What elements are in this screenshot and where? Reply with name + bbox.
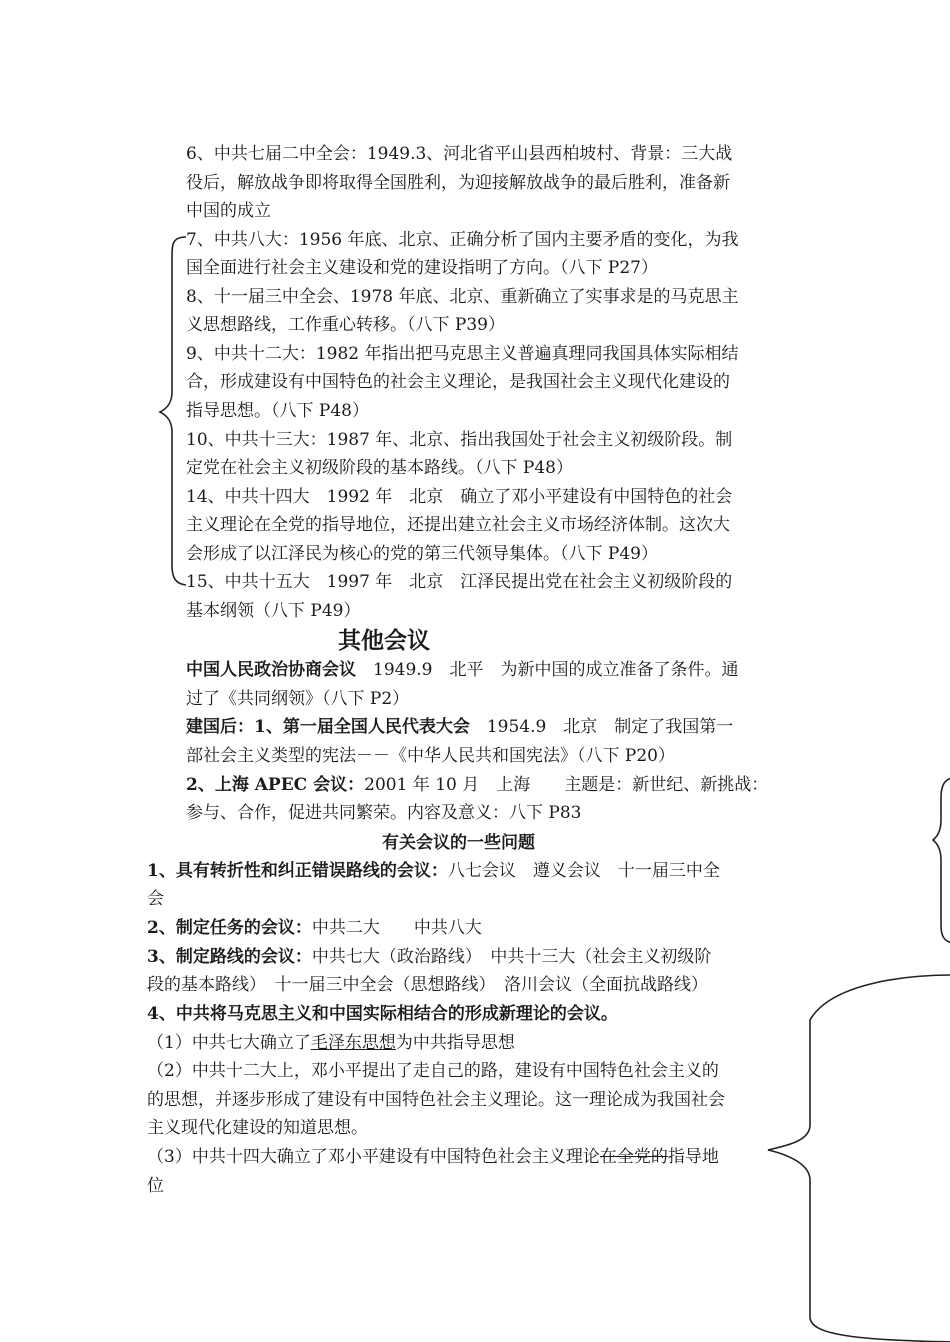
cppcc-detail: 1949.9 北平 为新中国的成立准备了条件。通	[356, 660, 739, 680]
congress-item-9-line-2: 合，形成建设有中国特色的社会主义理论，是我国社会主义现代化建设的	[186, 372, 730, 392]
congress-item-8-line-2: 义思想路线，工作重心转移。（八下 P39）	[186, 315, 505, 335]
other-meetings-title: 其他会议	[338, 627, 430, 654]
congress-item-9-line-1: 9、中共十二大：1982 年指出把马克思主义普遍真理同我国具体实际相结	[186, 344, 739, 364]
congress-item-15-line-1: 15、中共十五大 1997 年 北京 江泽民提出党在社会主义初级阶段的	[186, 572, 733, 592]
question-1-heading: 1、具有转折性和纠正错误路线的会议：	[147, 861, 448, 881]
sub-item-3-post: 指导地	[667, 1147, 719, 1167]
sub-item-3-pre: （3）中共十四大确立了邓小平建设有中国特色社会主义理论	[147, 1147, 600, 1167]
sub-item-3-line-1	[147, 1143, 719, 1172]
question-2-answer: 中共二大 中共八大	[311, 918, 482, 938]
congress-item-15-line-2: 基本纲领（八下 P49）	[186, 601, 361, 621]
cppcc-line-1	[186, 656, 738, 685]
congress-item-14-line-2: 主义理论在全党的指导地位，还提出建立社会主义市场经济体制。这次大	[186, 515, 730, 535]
congress-item-8-line-1: 8、十一届三中全会、1978 年底、北京、重新确立了实事求是的马克思主	[186, 287, 739, 307]
congress-item-14-line-3: 会形成了以江泽民为核心的党的第三代领导集体。（八下 P49）	[186, 544, 658, 564]
sub-item-1-post: 为中共指导思想	[395, 1033, 515, 1053]
sub-item-2-line-2: 的思想，并逐步形成了建设有中国特色社会主义理论。这一理论成为我国社会	[147, 1090, 725, 1110]
cppcc-name: 中国人民政治协商会议	[186, 660, 356, 680]
question-3-answer: 中共七大（政治路线） 中共十三大（社会主义初级阶	[311, 947, 712, 967]
sub-item-1	[147, 1029, 515, 1058]
apec-name: 2、上海 APEC 会议：	[186, 775, 365, 795]
congress-item-14-line-1: 14、中共十四大 1992 年 北京 确立了邓小平建设有中国特色的社会	[186, 487, 733, 507]
congress-item-7-line-1: 7、中共八大：1956 年底、北京、正确分析了国内主要矛盾的变化，为我	[186, 230, 739, 250]
question-3-line-1	[147, 943, 711, 972]
question-2-line-1	[147, 914, 482, 943]
question-1-answer: 八七会议 遵义会议 十一届三中全	[447, 861, 720, 881]
sub-item-1-pre: （1）中共七大确立了	[147, 1033, 311, 1053]
questions-title: 有关会议的一些问题	[382, 833, 535, 853]
right-brace-icon	[933, 778, 950, 943]
npc-detail: 1954.9 北京 制定了我国第一	[469, 717, 734, 737]
apec-line-1	[186, 771, 768, 800]
apec-detail: 2001 年 10 月 上海 主题是：新世纪、新挑战：	[364, 775, 769, 795]
sub-item-1-underlined: 毛泽东思想	[310, 1033, 396, 1053]
left-brace-icon	[160, 237, 186, 585]
npc-line-1	[186, 713, 733, 742]
question-2-heading: 2、制定任务的会议：	[147, 918, 312, 938]
apec-line-2: 参与、合作，促进共同繁荣。内容及意义：八下 P83	[186, 803, 582, 823]
scroll-callout-shape	[768, 975, 950, 1342]
congress-item-10-line-2: 定党在社会主义初级阶段的基本路线。（八下 P48）	[186, 458, 573, 478]
congress-item-10-line-1: 10、中共十三大：1987 年、北京、指出我国处于社会主义初级阶段。制	[186, 430, 733, 450]
question-3-heading: 3、制定路线的会议：	[147, 947, 312, 967]
question-1-line-1	[147, 857, 720, 886]
question-4-heading: 4、中共将马克思主义和中国实际相结合的形成新理论的会议。	[147, 1004, 618, 1024]
congress-item-9-line-3: 指导思想。（八下 P48）	[186, 401, 369, 421]
sub-item-3-line-2: 位	[147, 1176, 164, 1196]
cppcc-line-2: 过了《共同纲领》（八下 P2）	[186, 689, 410, 709]
sub-item-3-struck: 在全党的	[599, 1147, 668, 1167]
npc-line-2: 部社会主义类型的宪法－－《中华人民共和国宪法》（八下 P20）	[186, 746, 675, 766]
congress-item-6-line-1: 6、中共七届二中全会：1949.3、河北省平山县西柏坡村、背景：三大战	[186, 144, 733, 164]
npc-name: 建国后：1、第一届全国人民代表大会	[186, 717, 470, 737]
sub-item-2-line-3: 主义现代化建设的知道思想。	[147, 1118, 368, 1138]
question-1-line-2: 会	[147, 889, 164, 909]
congress-item-7-line-2: 国全面进行社会主义建设和党的建设指明了方向。（八下 P27）	[186, 258, 658, 278]
question-3-line-2: 段的基本路线） 十一届三中全会（思想路线） 洛川会议（全面抗战路线）	[147, 975, 708, 995]
congress-item-6-line-3: 中国的成立	[186, 201, 271, 221]
sub-item-2-line-1: （2）中共十二大上，邓小平提出了走自己的路，建设有中国特色社会主义的	[147, 1061, 719, 1081]
congress-item-6-line-2: 役后，解放战争即将取得全国胜利，为迎接解放战争的最后胜利，准备新	[186, 173, 730, 193]
